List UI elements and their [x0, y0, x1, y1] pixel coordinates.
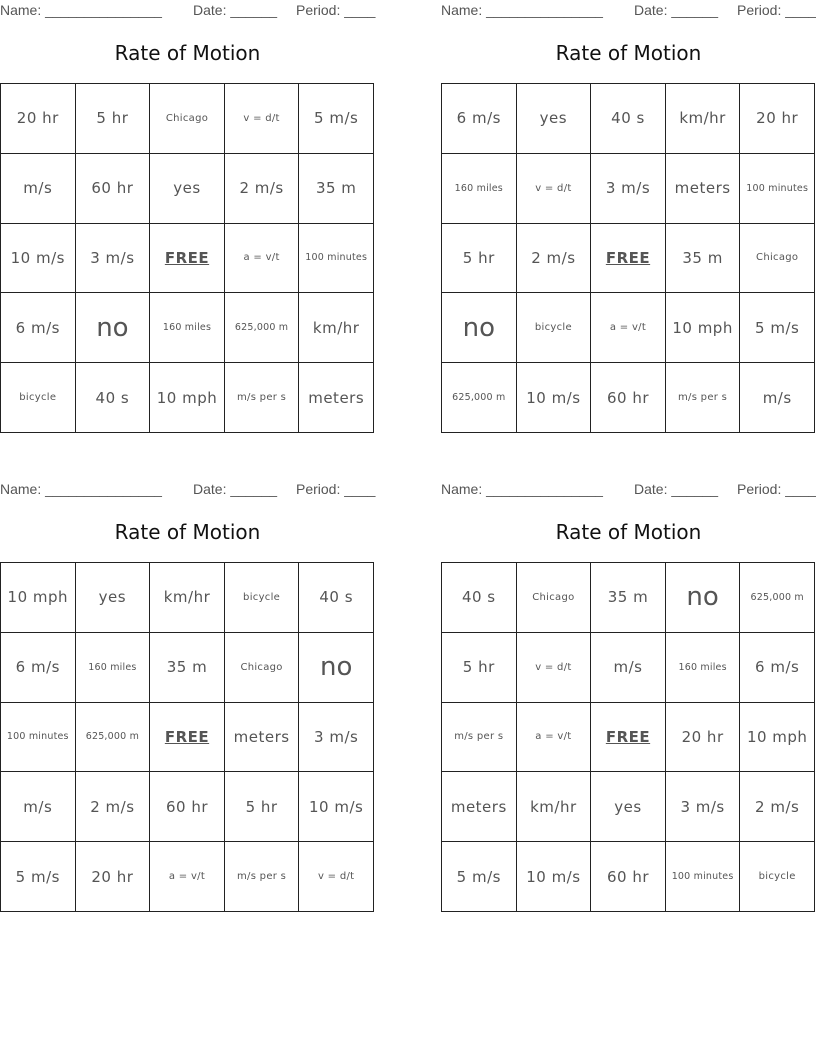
bingo-cell: yes [76, 563, 151, 633]
bingo-cell: 35 m [591, 563, 666, 633]
bingo-cell: v = d/t [225, 84, 300, 154]
bingo-cell: km/hr [517, 772, 592, 842]
bingo-cell: 160 miles [442, 154, 517, 224]
bingo-cell: 5 m/s [740, 293, 815, 363]
bingo-cell: 10 m/s [1, 224, 76, 294]
bingo-cell: Chicago [740, 224, 815, 294]
bingo-cell: 625,000 m [76, 703, 151, 773]
bingo-cell: km/hr [150, 563, 225, 633]
bingo-cell: m/s [591, 633, 666, 703]
bingo-cell: 40 s [591, 84, 666, 154]
bingo-cell: bicycle [225, 563, 300, 633]
bingo-cell: 5 m/s [442, 842, 517, 912]
card-header [441, 479, 816, 501]
card-header [441, 0, 816, 22]
bingo-cell: 5 hr [225, 772, 300, 842]
bingo-cell: 6 m/s [1, 293, 76, 363]
bingo-cell: no [299, 633, 374, 703]
bingo-cell: 5 m/s [1, 842, 76, 912]
bingo-cell: 20 hr [76, 842, 151, 912]
bingo-cell: m/s [1, 772, 76, 842]
bingo-cell: yes [517, 84, 592, 154]
bingo-cell: Chicago [517, 563, 592, 633]
bingo-cell: 35 m [150, 633, 225, 703]
free-space-cell: FREE [150, 703, 225, 773]
bingo-cell: 10 mph [740, 703, 815, 773]
bingo-cell: 20 hr [740, 84, 815, 154]
free-space-cell: FREE [591, 224, 666, 294]
bingo-cell: 5 m/s [299, 84, 374, 154]
bingo-cell: 40 s [442, 563, 517, 633]
bingo-cell: 160 miles [150, 293, 225, 363]
name-field-label: Name: _______________ [0, 481, 162, 497]
bingo-cell: 10 mph [1, 563, 76, 633]
bingo-cell: 5 hr [442, 224, 517, 294]
date-field-label: Date: ______ [193, 2, 278, 18]
bingo-cell: 3 m/s [299, 703, 374, 773]
bingo-cell: 100 minutes [1, 703, 76, 773]
card-header [0, 479, 375, 501]
bingo-cell: 100 minutes [666, 842, 741, 912]
bingo-cell: 20 hr [1, 84, 76, 154]
bingo-cell: Chicago [225, 633, 300, 703]
bingo-cell: 3 m/s [666, 772, 741, 842]
name-field-label: Name: _______________ [0, 2, 162, 18]
period-field-label: Period: ____ [296, 481, 376, 497]
bingo-cell: meters [225, 703, 300, 773]
bingo-cell: v = d/t [517, 633, 592, 703]
bingo-cell: bicycle [1, 363, 76, 433]
bingo-cell: 5 hr [76, 84, 151, 154]
bingo-cell: a = v/t [150, 842, 225, 912]
bingo-cell: 60 hr [150, 772, 225, 842]
bingo-cell: 2 m/s [517, 224, 592, 294]
bingo-cell: 60 hr [76, 154, 151, 224]
bingo-cell: m/s per s [225, 363, 300, 433]
bingo-cell: bicycle [517, 293, 592, 363]
bingo-cell: a = v/t [591, 293, 666, 363]
bingo-cell: 40 s [299, 563, 374, 633]
bingo-cell: km/hr [666, 84, 741, 154]
bingo-cell: meters [299, 363, 374, 433]
period-field-label: Period: ____ [296, 2, 376, 18]
bingo-cell: v = d/t [517, 154, 592, 224]
name-field-label: Name: _______________ [441, 481, 603, 497]
free-space-cell: FREE [591, 703, 666, 773]
bingo-cell: m/s per s [666, 363, 741, 433]
bingo-cell: 5 hr [442, 633, 517, 703]
bingo-grid [441, 83, 815, 433]
bingo-grid [0, 83, 374, 433]
bingo-cell: 10 mph [666, 293, 741, 363]
free-space-cell: FREE [150, 224, 225, 294]
bingo-cell: 160 miles [666, 633, 741, 703]
card-title: Rate of Motion [555, 520, 702, 544]
bingo-cell: km/hr [299, 293, 374, 363]
bingo-cell: meters [442, 772, 517, 842]
date-field-label: Date: ______ [193, 481, 278, 497]
bingo-cell: bicycle [740, 842, 815, 912]
bingo-cell: 20 hr [666, 703, 741, 773]
period-field-label: Period: ____ [737, 481, 816, 497]
bingo-cell: no [76, 293, 151, 363]
bingo-cell: 10 m/s [517, 363, 592, 433]
bingo-cell: 2 m/s [740, 772, 815, 842]
bingo-cell: 625,000 m [740, 563, 815, 633]
bingo-cell: 625,000 m [225, 293, 300, 363]
bingo-cell: m/s [740, 363, 815, 433]
bingo-cell: no [442, 293, 517, 363]
date-field-label: Date: ______ [634, 2, 719, 18]
bingo-cell: v = d/t [299, 842, 374, 912]
bingo-cell: 2 m/s [76, 772, 151, 842]
bingo-cell: 10 mph [150, 363, 225, 433]
bingo-grid [0, 562, 374, 912]
bingo-cell: Chicago [150, 84, 225, 154]
bingo-cell: yes [591, 772, 666, 842]
bingo-cell: 3 m/s [591, 154, 666, 224]
bingo-cell: m/s per s [225, 842, 300, 912]
bingo-cell: a = v/t [225, 224, 300, 294]
period-field-label: Period: ____ [737, 2, 816, 18]
bingo-cell: 6 m/s [442, 84, 517, 154]
card-title: Rate of Motion [555, 41, 702, 65]
bingo-cell: no [666, 563, 741, 633]
card-title: Rate of Motion [114, 41, 261, 65]
bingo-cell: a = v/t [517, 703, 592, 773]
bingo-cell: 625,000 m [442, 363, 517, 433]
bingo-cell: 160 miles [76, 633, 151, 703]
bingo-grid [441, 562, 815, 912]
bingo-cell: yes [150, 154, 225, 224]
bingo-cell: m/s [1, 154, 76, 224]
bingo-cell: 6 m/s [740, 633, 815, 703]
card-title: Rate of Motion [114, 520, 261, 544]
bingo-cell: 10 m/s [517, 842, 592, 912]
bingo-cell: 10 m/s [299, 772, 374, 842]
bingo-cell: 100 minutes [299, 224, 374, 294]
bingo-cell: 35 m [299, 154, 374, 224]
bingo-cell: 2 m/s [225, 154, 300, 224]
bingo-cell: 40 s [76, 363, 151, 433]
bingo-cell: 6 m/s [1, 633, 76, 703]
card-header [0, 0, 375, 22]
bingo-cell: 60 hr [591, 363, 666, 433]
date-field-label: Date: ______ [634, 481, 719, 497]
name-field-label: Name: _______________ [441, 2, 603, 18]
bingo-cell: 60 hr [591, 842, 666, 912]
bingo-cell: 35 m [666, 224, 741, 294]
bingo-cell: meters [666, 154, 741, 224]
bingo-cell: 100 minutes [740, 154, 815, 224]
bingo-cell: m/s per s [442, 703, 517, 773]
bingo-cell: 3 m/s [76, 224, 151, 294]
